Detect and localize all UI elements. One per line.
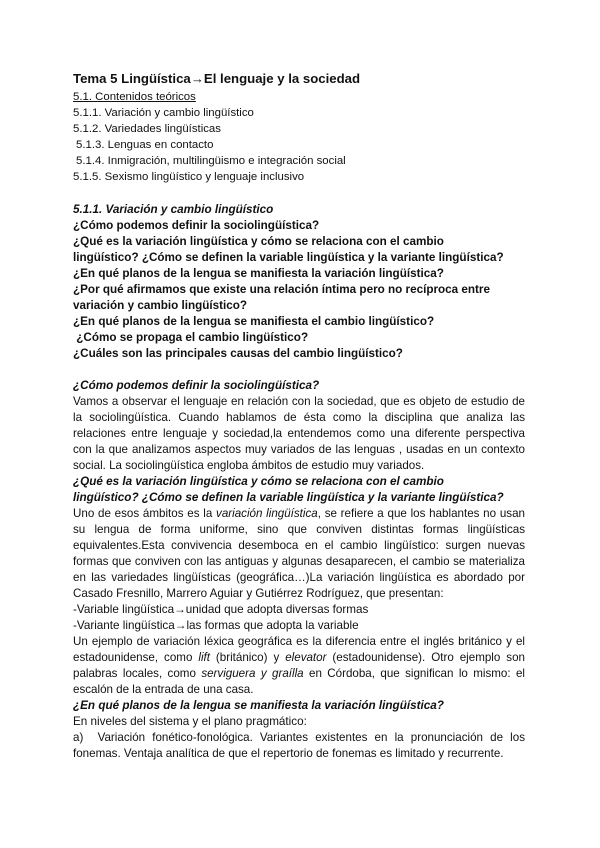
question-line: ¿Cuáles son las principales causas del cambio lingüístico? [73,347,403,360]
definition-line: -Variable lingüística→unidad que adopta diversas formas [73,603,369,616]
toc-item: 5.1.2. Variedades lingüísticas [73,123,221,135]
paragraph [73,506,525,602]
section-questions [73,202,525,362]
toc-heading: 5.1. Contenidos teóricos [73,91,196,103]
answers-body [73,378,529,762]
italic-term: serviguera y graílla [201,667,304,680]
toc-item: 5.1.1. Variación y cambio lingüístico [73,107,254,119]
italic-term: elevator [285,651,327,664]
question-line: ¿En qué planos de la lengua se manifiesta el cambio lingüístico? [73,315,435,328]
paragraph: En niveles del sistema y el plano pragmático: [73,715,307,728]
definition-line: -Variante lingüística→las formas que adopta la variable [73,619,359,632]
toc-item: 5.1.4. Inmigración, multilingüismo e integración social [76,155,346,167]
answer-heading: ¿Qué es la variación lingüística y cómo se relaciona con el cambio [73,475,444,488]
document-title: Tema 5 Lingüística→El lenguaje y la sociedad [73,71,361,86]
paragraph [73,634,525,698]
question-line: ¿Por qué afirmamos que existe una relación íntima pero no recíproca entre [73,283,490,296]
italic-term: lift [198,651,210,664]
text: Uno de esos ámbitos es la [73,507,217,520]
text: (británico) y [209,651,286,664]
paragraph: a) Variación fonético-fonológica. Variantes existentes en la pronunciación de los fonemas. Ventaja analítica de que el repertorio de fonemas es limitado y recurrente. [73,731,529,760]
text: Un ejemplo de variación léxica geográfica es la diferencia entre el inglés británico y el estadounidense, como [73,635,525,664]
question-line: variación y cambio lingüístico? [73,299,248,312]
table-of-contents [73,89,346,185]
answer-heading: lingüístico? ¿Cómo se definen la variable lingüística y la variante lingüística? [73,491,504,504]
question-line: lingüístico? ¿Cómo se definen la variable lingüística y la variante lingüística? [73,251,504,264]
paragraph: Vamos a observar el lenguaje en relación con la sociedad, que es objeto de estudio de la sociolingüística. Cuando hablamos de ésta como la disciplina que analiza las relaciones entre lenguaje y sociedad,la entendemos como una diferente perspectiva con la que analizamos aspectos muy variados de las lenguas , usadas en un contexto social. La sociolingüística engloba ámbitos de estudio muy variados. [73,395,525,472]
answer-heading: ¿Cómo podemos definir la sociolingüística? [73,379,320,392]
section-heading: 5.1.1. Variación y cambio lingüístico [73,203,274,216]
question-line: ¿Cómo se propaga el cambio lingüístico? [73,331,309,344]
question-line: ¿Cómo podemos definir la sociolingüística? [73,219,320,232]
answer-heading: ¿En qué planos de la lengua se manifiesta la variación lingüística? [73,699,444,712]
text: en Córdoba, que significan lo mismo: el escalón de la entrada de una casa. [73,667,526,696]
toc-item: 5.1.5. Sexismo lingüístico y lenguaje inclusivo [73,171,305,183]
italic-term: variación lingüística [216,507,318,520]
question-line: ¿Qué es la variación lingüística y cómo se relaciona con el cambio [73,235,444,248]
text: (estadounidense). Otro ejemplo son palabras locales, como [73,651,525,680]
question-line: ¿En qué planos de la lengua se manifiesta la variación lingüística? [73,267,444,280]
text: , se refiere a que los hablantes no usan su lengua de forma uniforme, sino que conviven distintas formas lingüísticas equivalentes.Esta convivencia desemboca en el cambio lingüístico: surgen nuevas formas que conviven con las antiguas y algunas desaparecen, el cambio se materializa en las variedades lingüísticas (geográfica…)La variación lingüística es abordado por Casado Fresnillo, Marrero Aguiar y Gutiérrez Rodríguez, que presentan: [73,507,525,600]
toc-item: 5.1.3. Lenguas en contacto [76,139,214,151]
